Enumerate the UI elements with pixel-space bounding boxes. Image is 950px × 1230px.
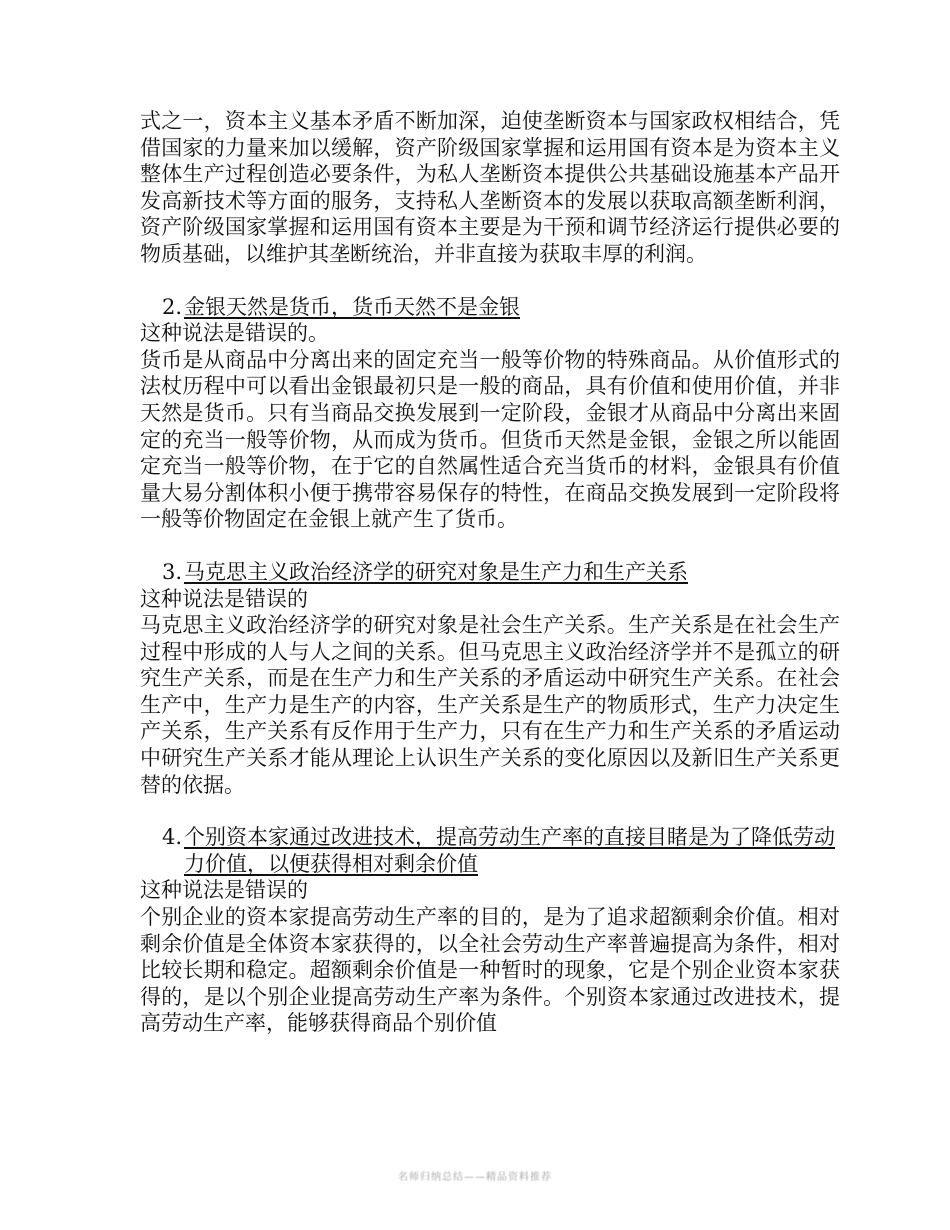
question-title: 个别资本家通过改进技术，提高劳动生产率的直接目睹是为了降低劳动力价值，以便获得相对剩余价值 xyxy=(184,825,835,876)
question-number: 4. xyxy=(161,825,182,850)
question-item-4 xyxy=(140,824,840,1037)
question-heading xyxy=(140,824,840,877)
question-item-2 xyxy=(140,294,840,533)
answer-verdict: 这种说法是错误的。 xyxy=(140,321,329,346)
document-page xyxy=(140,108,840,1037)
intro-paragraph: 式之一，资本主义基本矛盾不断加深，迫使垄断资本与国家政权相结合，凭借国家的力量来加以缓解，资产阶级国家掌握和运用国有资本是为资本主义整体生产过程创造必要条件，为私人垄断资本提供公共基础设施基本产品开发高新技术等方面的服务，支持私人垄断资本的发展以获取高额垄断利润，资产阶级国家掌握和运用国有资本主要是为干预和调节经济运行提供必要的物质基础，以维护其垄断统治，并非直接为获取丰厚的利润。 xyxy=(140,109,840,266)
question-heading xyxy=(140,559,840,586)
question-heading xyxy=(140,294,840,321)
answer-body: 马克思主义政治经济学的研究对象是社会生产关系。生产关系是在社会生产过程中形成的人与人之间的关系。但马克思主义政治经济学并不是孤立的研究生产关系，而是在生产力和生产关系的矛盾运动中研究生产关系。在社会生产中，生产力是生产的内容，生产关系是生产的物质形式，生产力决定生产关系，生产关系有反作用于生产力，只有在生产力和生产关系的矛盾运动中研究生产关系才能从理论上认识生产关系的变化原因以及新旧生产关系更替的依据。 xyxy=(140,613,840,797)
answer-body: 个别企业的资本家提高劳动生产率的目的，是为了追求超额剩余价值。相对剩余价值是全体资本家获得的，以全社会劳动生产率普遍提高为条件，相对比较长期和稳定。超额剩余价值是一种暂时的现象，它是个别企业资本家获得的，是以个别企业提高劳动生产率为条件。个别资本家通过改进技术，提高劳动生产率，能够获得商品个别价值 xyxy=(140,905,840,1036)
question-title: 马克思主义政治经济学的研究对象是生产力和生产关系 xyxy=(184,559,688,584)
question-number: 3. xyxy=(161,559,182,584)
question-number: 2. xyxy=(161,294,182,319)
page-footer-watermark: 名师归纳总结——精品资料推荐 xyxy=(398,1172,552,1183)
answer-verdict: 这种说法是错误的 xyxy=(140,586,308,611)
question-title: 金银天然是货币，货币天然不是金银 xyxy=(184,294,520,319)
answer-verdict: 这种说法是错误的 xyxy=(140,878,308,903)
question-item-3 xyxy=(140,559,840,798)
answer-body: 货币是从商品中分离出来的固定充当一般等价物的特殊商品。从价值形式的法杖历程中可以看出金银最初只是一般的商品，具有价值和使用价值，并非天然是货币。只有当商品交换发展到一定阶段，金银才从商品中分离出来固定的充当一般等价物，从而成为货币。但货币天然是金银，金银之所以能固定充当一般等价物，在于它的自然属性适合充当货币的材料，金银具有价值量大易分割体积小便于携带容易保存的特性，在商品交换发展到一定阶段将一般等价物固定在金银上就产生了货币。 xyxy=(140,347,840,532)
